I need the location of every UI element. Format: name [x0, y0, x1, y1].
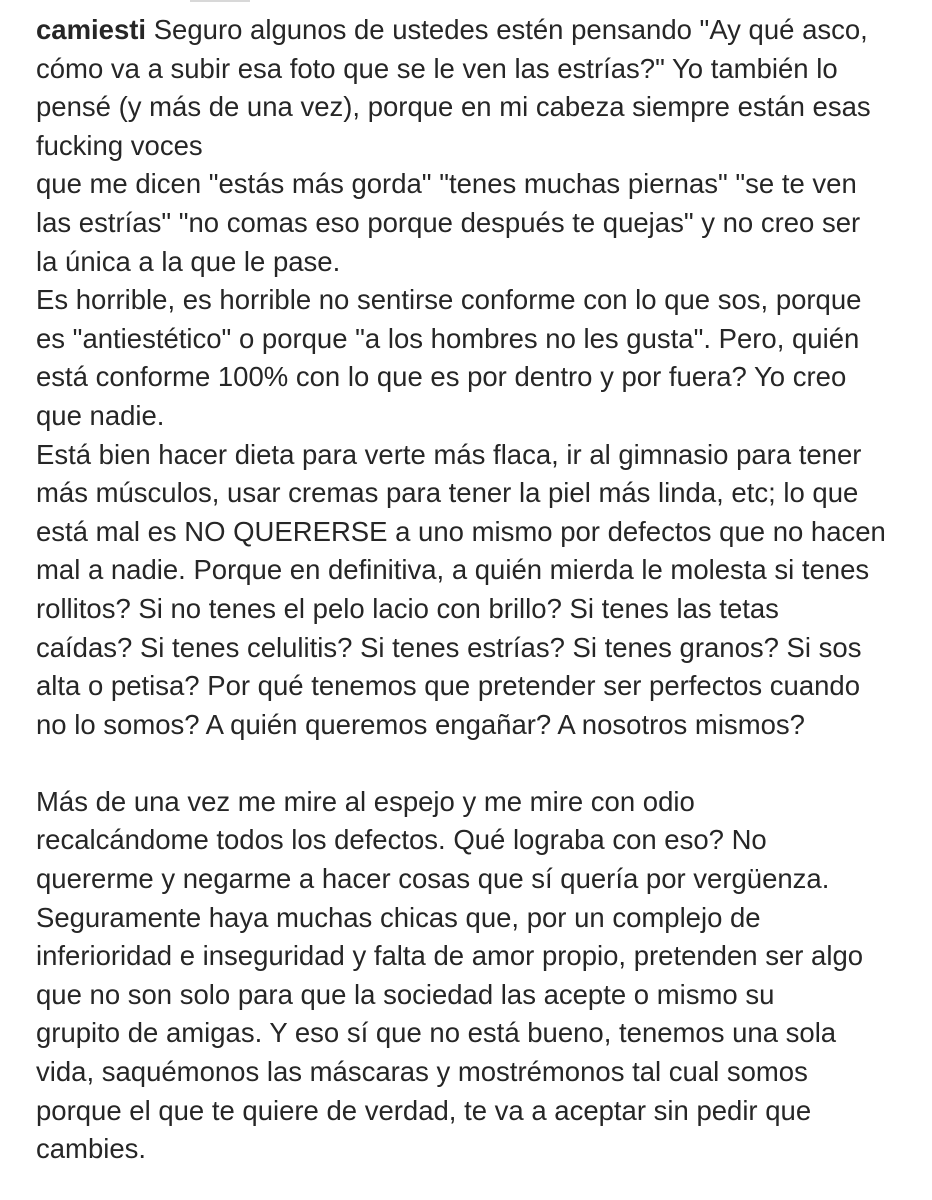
caption-line: es "antiestético" o porque "a los hombres no les gusta". Pero, quién	[36, 322, 860, 354]
caption-line: caídas? Si tenes celulitis? Si tenes estrías? Si tenes granos? Si sos	[36, 631, 862, 663]
caption-line: fucking voces	[36, 129, 203, 161]
caption-line: Más de una vez me mire al espejo y me mire con odio	[36, 785, 695, 817]
caption-line: recalcándome todos los defectos. Qué lograba con eso? No	[36, 824, 767, 856]
caption-line: Está bien hacer dieta para verte más flaca, ir al gimnasio para tener	[36, 438, 862, 470]
caption-line: grupito de amigas. Y eso sí que no está bueno, tenemos una sola	[36, 1017, 837, 1049]
caption-line: que no son solo para que la sociedad las acepte o mismo su	[36, 978, 775, 1010]
caption-text: Seguro algunos de ustedes estén pensando "Ay qué asco,	[146, 14, 868, 45]
top-edge-fragment	[190, 0, 250, 2]
caption-line: inferioridad e inseguridad y falta de amor propio, pretenden ser algo	[36, 940, 864, 972]
caption-line: cómo va a subir esa foto que se le ven las estrías?" Yo también lo	[36, 52, 838, 84]
caption-line: que nadie.	[36, 399, 165, 431]
caption-line: cambies.	[36, 1133, 147, 1165]
caption-line: alta o petisa? Por qué tenemos que pretender ser perfectos cuando	[36, 670, 861, 702]
caption-line: mal a nadie. Porque en definitiva, a quién mierda le molesta si tenes	[36, 554, 870, 586]
caption-line: rollitos? Si no tenes el pelo lacio con brillo? Si tenes las tetas	[36, 592, 779, 624]
caption-line: no lo somos? A quién queremos engañar? A nosotros mismos?	[36, 708, 805, 740]
paragraph-break	[36, 744, 916, 783]
caption-line: las estrías" "no comas eso porque después te quejas" y no creo ser	[36, 206, 861, 238]
username-link[interactable]: camiesti	[36, 14, 147, 45]
caption-line: la única a la que le pase.	[36, 245, 341, 277]
caption-line: está conforme 100% con lo que es por dentro y por fuera? Yo creo	[36, 361, 847, 393]
caption-line: quererme y negarme a hacer cosas que sí quería por vergüenza.	[36, 863, 830, 895]
caption-line: pensé (y más de una vez), porque en mi cabeza siempre están esas	[36, 91, 871, 123]
caption-line: está mal es NO QUERERSE a uno mismo por defectos que no hacen	[36, 515, 886, 547]
caption-line	[36, 11, 916, 50]
caption-line: que me dicen "estás más gorda" "tenes muchas piernas" "se te ven	[36, 168, 857, 200]
post-caption	[36, 11, 916, 1169]
caption-line: Seguramente haya muchas chicas que, por un complejo de	[36, 901, 761, 933]
caption-line: más músculos, usar cremas para tener la piel más linda, etc; lo que	[36, 477, 859, 509]
caption-line: porque el que te quiere de verdad, te va a aceptar sin pedir que	[36, 1094, 812, 1126]
caption-line: Es horrible, es horrible no sentirse conforme con lo que sos, porque	[36, 284, 862, 316]
caption-line: vida, saquémonos las máscaras y mostrémonos tal cual somos	[36, 1056, 808, 1088]
